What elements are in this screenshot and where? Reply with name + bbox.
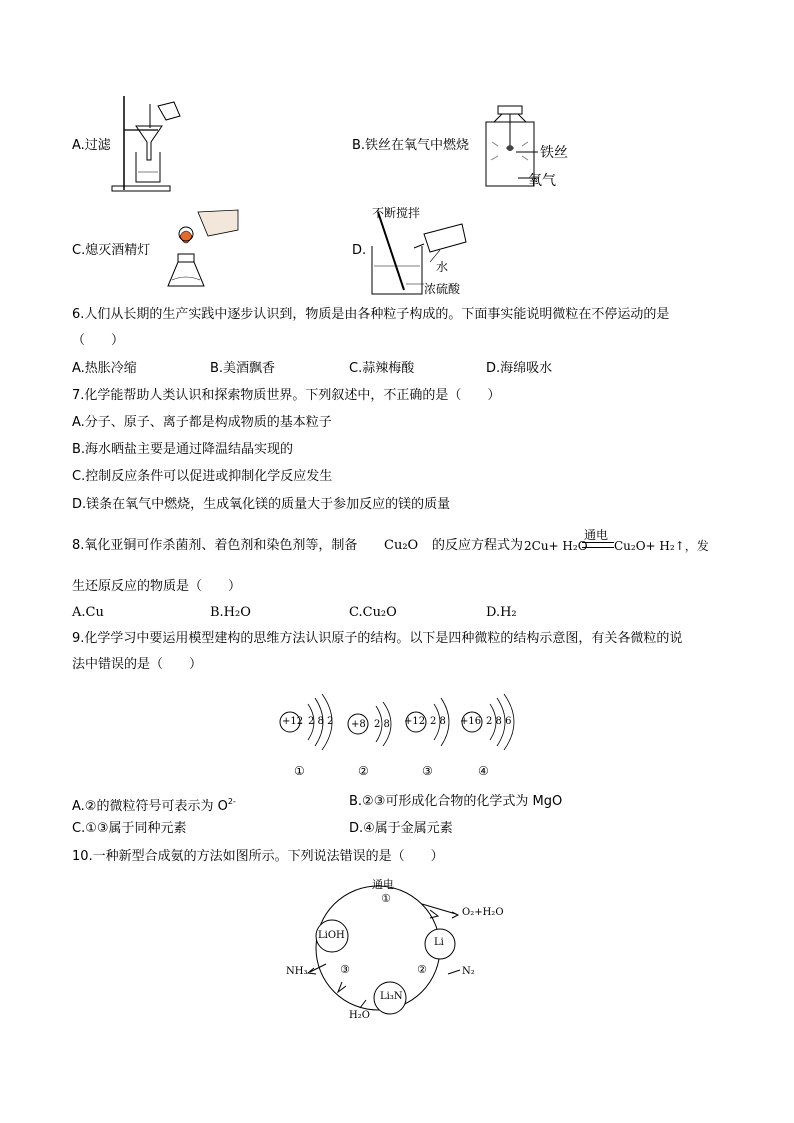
q8-stem-mid: 的反应方程式为: [432, 538, 524, 553]
q8-option-b: B.H₂O: [210, 605, 251, 620]
q10-o2-h2o: O₂+H₂O: [462, 907, 504, 918]
alcohol-lamp-figure: [158, 206, 248, 296]
q10-li3n: Li₃N: [380, 991, 403, 1002]
atom-1-label: ①: [294, 764, 305, 778]
oxygen-label: 氧气: [528, 173, 556, 189]
filtration-figure: [110, 94, 190, 194]
q8-equation-equals: [582, 542, 614, 548]
q7-option-a: A.分子、原子、离子都是构成物质的基本粒子: [72, 415, 332, 430]
q6-option-a: A.热胀冷缩: [72, 361, 137, 376]
atom-1-nucleus: +12: [282, 716, 304, 727]
q9-stem-line2: 法中错误的是（ ）: [72, 657, 203, 672]
q8-equation-left: 2Cu+ H₂O: [524, 539, 588, 553]
q10-step-3: ③: [340, 963, 350, 976]
q8-stem-formula: Cu₂O: [384, 538, 419, 553]
q9-option-a-charge: 2-: [227, 797, 236, 806]
q8-option-a: A.Cu: [72, 605, 104, 620]
q9-option-d: D.④属于金属元素: [349, 821, 453, 836]
q9-option-a-text: A.②的微粒符号可表示为 O: [72, 799, 228, 814]
q10-nh3: NH₃: [286, 966, 308, 977]
q8-stem-pre: 8.氧化亚铜可作杀菌剂、着色剂和染色剂等，制备: [72, 538, 358, 553]
q7-option-c: C.控制反应条件可以促进或抑制化学反应发生: [72, 469, 333, 484]
q10-h2o: H₂O: [349, 1010, 370, 1021]
q7-stem: 7.化学能帮助人类认识和探索物质世界。下列叙述中，不正确的是（ ）: [72, 388, 501, 403]
q10-step-2: ②: [417, 963, 427, 976]
q10-condition: 通电: [372, 878, 394, 891]
q8-option-d: D.H₂: [486, 605, 517, 620]
atom-3-nucleus: +12: [404, 716, 426, 727]
atom-3-label: ③: [422, 764, 433, 778]
q6-option-c: C.蒜辣梅酸: [349, 361, 415, 376]
q5-option-c: C.熄灭酒精灯: [72, 243, 151, 258]
q9-option-c: C.①③属于同种元素: [72, 821, 187, 836]
q6-option-d: D.海绵吸水: [486, 361, 553, 376]
q10-stem: 10.一种新型合成氨的方法如图所示。下列说法错误的是（ ）: [72, 849, 444, 864]
q10-li: Li: [434, 937, 444, 948]
q9-stem: 9.化学学习中要运用模型建构的思维方法认识原子的结构。以下是四种微粒的结构示意图，有关各微粒的说: [72, 631, 683, 646]
conc-sulfuric-label: 浓硫酸: [424, 282, 461, 296]
q9-option-a: [72, 793, 236, 816]
iron-wire-label: 铁丝: [540, 145, 568, 161]
atom-4-shells: 2 8 6: [486, 716, 512, 727]
q8-equation-right: Cu₂O+ H₂↑，发: [614, 539, 709, 553]
q9-option-b: B.②③可形成化合物的化学式为 MgO: [349, 794, 563, 809]
q8-equation-condition: 通电: [584, 528, 609, 542]
q8-option-c: C.Cu₂O: [349, 605, 397, 620]
q10-lioh: LiOH: [318, 930, 345, 941]
stirring-label: 不断搅拌: [372, 206, 421, 220]
q5-option-a: A.过滤: [72, 138, 111, 153]
atom-2-label: ②: [358, 764, 369, 778]
q6-stem: 6.人们从长期的生产实践中逐步认识到，物质是由各种粒子构成的。下面事实能说明微粒在不停运动的是: [72, 307, 670, 322]
water-label: 水: [436, 260, 449, 274]
ammonia-cycle-figure: [280, 870, 520, 1030]
atom-2-shells: 2 8: [374, 719, 390, 730]
q7-option-d: D.镁条在氧气中燃烧，生成氧化镁的质量大于参加反应的镁的质量: [72, 497, 451, 512]
q10-step-1: ①: [381, 892, 391, 905]
atom-3-shells: 2 8: [430, 716, 446, 727]
atom-1-shells: 2 8 2: [308, 716, 334, 727]
q5-option-d: D.: [352, 243, 367, 258]
atom-2-nucleus: +8: [351, 719, 366, 730]
q5-option-b: B.铁丝在氧气中燃烧: [352, 138, 470, 153]
atom-4-nucleus: +16: [460, 716, 482, 727]
q6-stem-bracket: （ ）: [72, 333, 125, 348]
q6-option-b: B.美酒飘香: [210, 361, 276, 376]
q7-option-b: B.海水晒盐主要是通过降温结晶实现的: [72, 442, 294, 457]
q10-n2: N₂: [462, 966, 475, 977]
atom-4-label: ④: [478, 764, 489, 778]
q8-stem-line2: 生还原反应的物质是（ ）: [72, 579, 242, 594]
